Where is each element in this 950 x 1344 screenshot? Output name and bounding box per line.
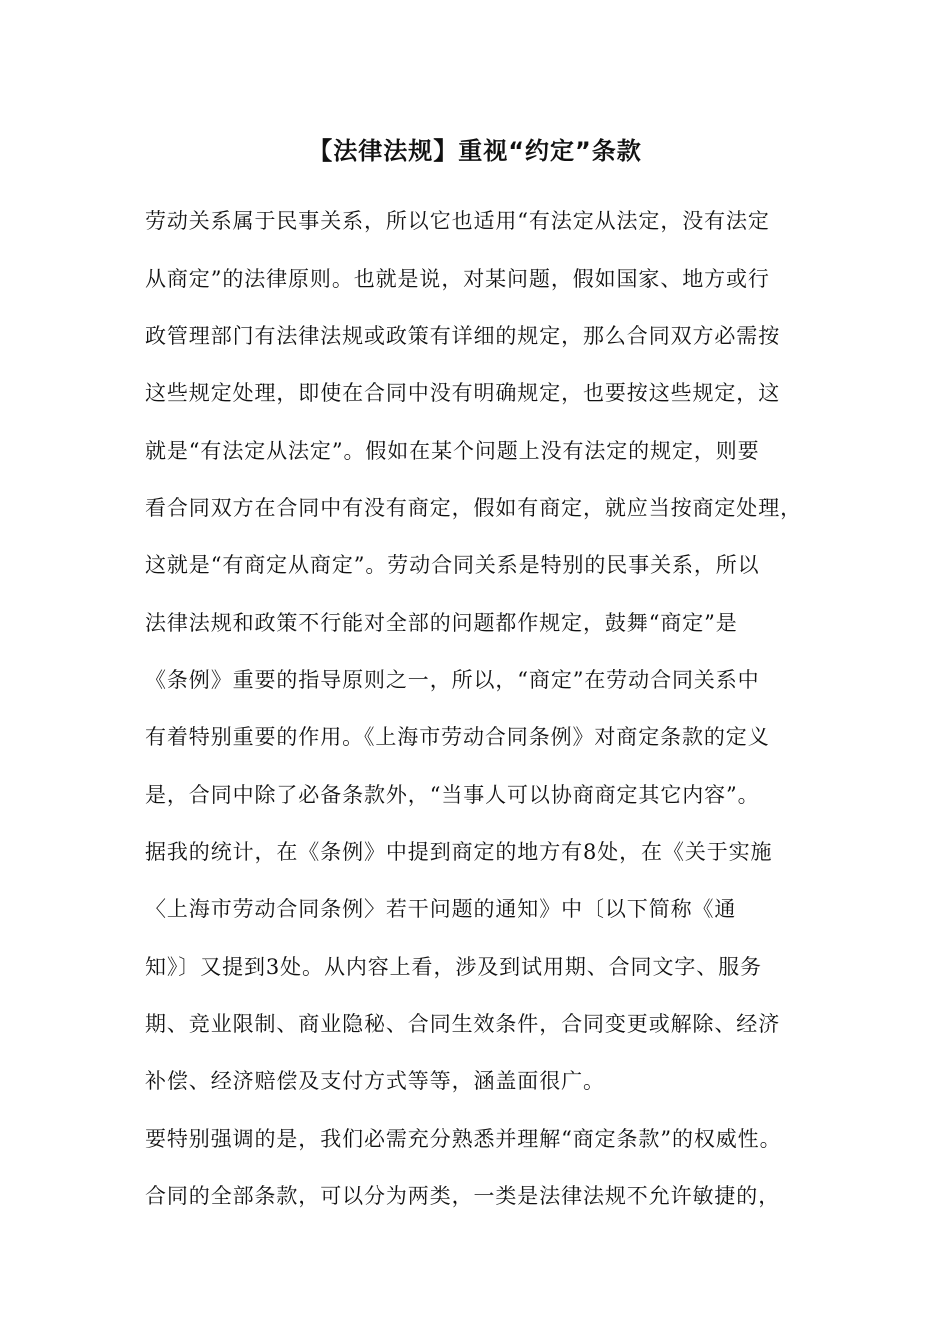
body-line: 〈上海市劳动合同条例〉若干问题的通知》中〔以下简称《通 bbox=[145, 897, 737, 921]
body-line: 政管理部门有法律法规或政策有详细的规定，那么合同双方必需按 bbox=[145, 324, 781, 348]
body-line: 补偿、经济赔偿及支付方式等等，涵盖面很广。 bbox=[145, 1069, 605, 1093]
body-line: 看合同双方在合同中有没有商定，假如有商定，就应当按商定处理， bbox=[145, 496, 802, 520]
body-line: 劳动关系属于民事关系，所以它也适用“有法定从法定，没有法定 bbox=[145, 209, 770, 233]
body-line: 合同的全部条款，可以分为两类，一类是法律法规不允许敏捷的， bbox=[145, 1184, 781, 1208]
body-line: 就是“有法定从法定”。假如在某个问题上没有法定的规定，则要 bbox=[145, 439, 760, 463]
body-line: 期、竞业限制、商业隐秘、合同生效条件，合同变更或解除、经济 bbox=[145, 1012, 781, 1036]
body-line: 《条例》重要的指导原则之一，所以，“商定”在劳动合同关系中 bbox=[145, 668, 760, 692]
document-title: 【法律法规】重视“约定”条款 bbox=[308, 137, 642, 165]
body-line: 有着特别重要的作用。《上海市劳动合同条例》对商定条款的定义 bbox=[145, 725, 770, 749]
body-line: 从商定”的法律原则。也就是说，对某问题，假如国家、地方或行 bbox=[145, 267, 770, 291]
body-line: 这些规定处理，即使在合同中没有明确规定，也要按这些规定，这 bbox=[145, 381, 781, 405]
body-line: 是，合同中除了必备条款外，“当事人可以协商商定其它内容”。 bbox=[145, 783, 760, 807]
body-line: 知》〕又提到3处。从内容上看，涉及到试用期、合同文字、服务 bbox=[145, 955, 762, 979]
body-line: 法律法规和政策不行能对全部的问题都作规定，鼓舞“商定”是 bbox=[145, 611, 738, 635]
body-line: 据我的统计，在《条例》中提到商定的地方有8处，在《关于实施 bbox=[145, 840, 773, 864]
body-line: 要特别强调的是，我们必需充分熟悉并理解“商定条款”的权威性。 bbox=[145, 1127, 782, 1151]
body-line: 这就是“有商定从商定”。劳动合同关系是特别的民事关系，所以 bbox=[145, 553, 760, 577]
